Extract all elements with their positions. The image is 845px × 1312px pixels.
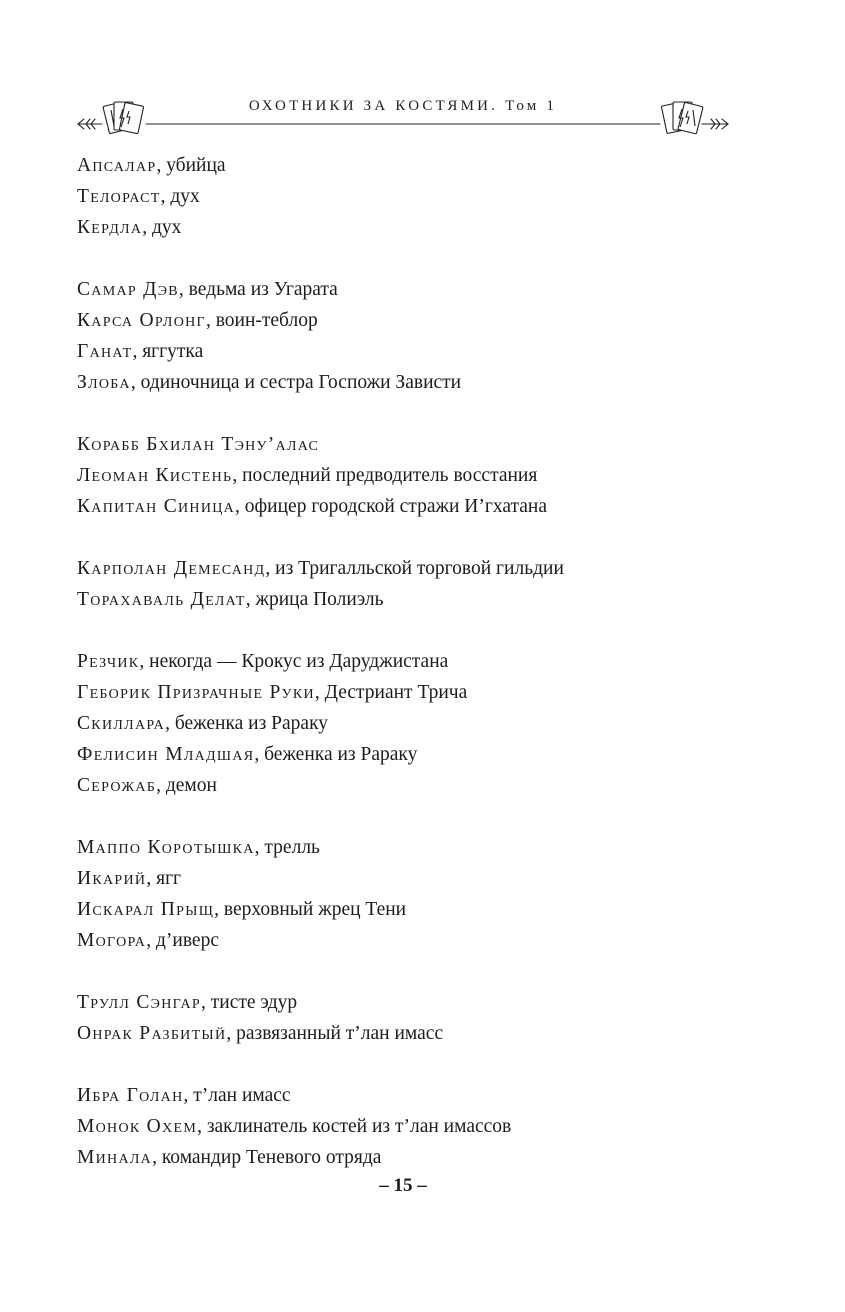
character-group: [77, 429, 777, 522]
character-description: , ягг: [146, 868, 182, 889]
character-group: [77, 987, 777, 1049]
character-description: , т’лан имасс: [183, 1085, 291, 1106]
character-description: , беженка из Рараку: [165, 713, 329, 734]
character-entry: [77, 863, 777, 894]
character-entry: [77, 274, 777, 305]
character-description: , жрица Полиэль: [245, 589, 384, 610]
character-description: , дух: [160, 186, 200, 207]
running-header: [76, 94, 730, 138]
character-name: Ганат: [77, 341, 133, 362]
character-entry: [77, 1080, 777, 1111]
character-name: Корабб Бхилан Тэну’алас: [77, 434, 320, 455]
character-description: , д’иверс: [146, 930, 219, 951]
character-entry: [77, 150, 777, 181]
character-group: [77, 646, 777, 801]
character-description: , заклинатель костей из т’лан имассов: [197, 1116, 512, 1137]
character-entry: [77, 429, 777, 460]
character-group: [77, 150, 777, 243]
character-name: Телораст: [77, 186, 161, 207]
character-name: Маппо Коротышка: [77, 837, 255, 858]
character-name: Резчик: [77, 651, 140, 672]
character-name: Трулл Сэнгар: [77, 992, 201, 1013]
character-description: , из Тригалльской торговой гильдии: [265, 558, 564, 579]
character-group: [77, 553, 777, 615]
character-description: , трелль: [254, 837, 320, 858]
character-entry: [77, 677, 777, 708]
character-description: , демон: [156, 775, 217, 796]
character-entry: [77, 894, 777, 925]
character-name: Могора: [77, 930, 147, 951]
character-description: , яггутка: [132, 341, 204, 362]
character-description: , дух: [142, 217, 182, 238]
character-name: Капитан Синица: [77, 496, 236, 517]
character-description: , тисте эдур: [200, 992, 298, 1013]
character-description: , воин-теблор: [205, 310, 318, 331]
character-name: Кердла: [77, 217, 143, 238]
character-group: [77, 274, 777, 398]
character-entry: [77, 739, 777, 770]
character-entry: [77, 460, 777, 491]
character-description: , ведьма из Угарата: [178, 279, 338, 300]
character-name: Онрак Разбитый: [77, 1023, 227, 1044]
character-description: , командир Теневого отряда: [152, 1147, 382, 1168]
character-description: , некогда — Крокус из Даруджистана: [139, 651, 449, 672]
character-name: Фелисин Младшая: [77, 744, 255, 765]
character-name: Скиллара: [77, 713, 166, 734]
character-description: , офицер городской стражи И’гхатана: [235, 496, 547, 517]
character-group: [77, 1080, 777, 1173]
character-description: , Дестриант Трича: [314, 682, 468, 703]
character-name: Геборик Призрачные Руки: [77, 682, 315, 703]
character-entry: [77, 1142, 777, 1173]
character-name: Минала: [77, 1147, 153, 1168]
character-entry: [77, 367, 777, 398]
character-entry: [77, 708, 777, 739]
character-name: Торахаваль Делат: [77, 589, 246, 610]
character-entry: [77, 584, 777, 615]
character-entry: [77, 553, 777, 584]
character-name: Икарий: [77, 868, 147, 889]
character-entry: [77, 1111, 777, 1142]
character-description: , верховный жрец Тени: [214, 899, 407, 920]
character-description: , убийца: [156, 155, 226, 176]
character-name: Искарал Прыщ: [77, 899, 215, 920]
character-name: Апсалар: [77, 155, 157, 176]
character-entry: [77, 987, 777, 1018]
character-entry: [77, 305, 777, 336]
character-entry: [77, 1018, 777, 1049]
character-entry: [77, 832, 777, 863]
character-entry: [77, 770, 777, 801]
character-list: [77, 150, 777, 1204]
character-name: Самар Дэв: [77, 279, 179, 300]
character-name: Ибра Голан: [77, 1085, 184, 1106]
character-entry: [77, 212, 777, 243]
character-description: , беженка из Рараку: [254, 744, 418, 765]
character-entry: [77, 925, 777, 956]
character-description: , последний предводитель восстания: [232, 465, 538, 486]
character-entry: [77, 181, 777, 212]
character-entry: [77, 646, 777, 677]
character-name: Карполан Демесанд: [77, 558, 266, 579]
character-entry: [77, 336, 777, 367]
character-name: Злоба: [77, 372, 131, 393]
page-number: – 15 –: [379, 1175, 427, 1196]
header-title: ОХОТНИКИ ЗА КОСТЯМИ. Том 1: [248, 98, 558, 114]
character-description: , одиночница и сестра Госпожи Зависти: [130, 372, 462, 393]
character-entry: [77, 491, 777, 522]
character-name: Серожаб: [77, 775, 157, 796]
character-name: Карса Орлонг: [77, 310, 206, 331]
character-group: [77, 832, 777, 956]
character-name: Монок Охем: [77, 1116, 198, 1137]
character-name: Леоман Кистень: [77, 465, 233, 486]
character-description: , развязанный т’лан имасс: [226, 1023, 444, 1044]
